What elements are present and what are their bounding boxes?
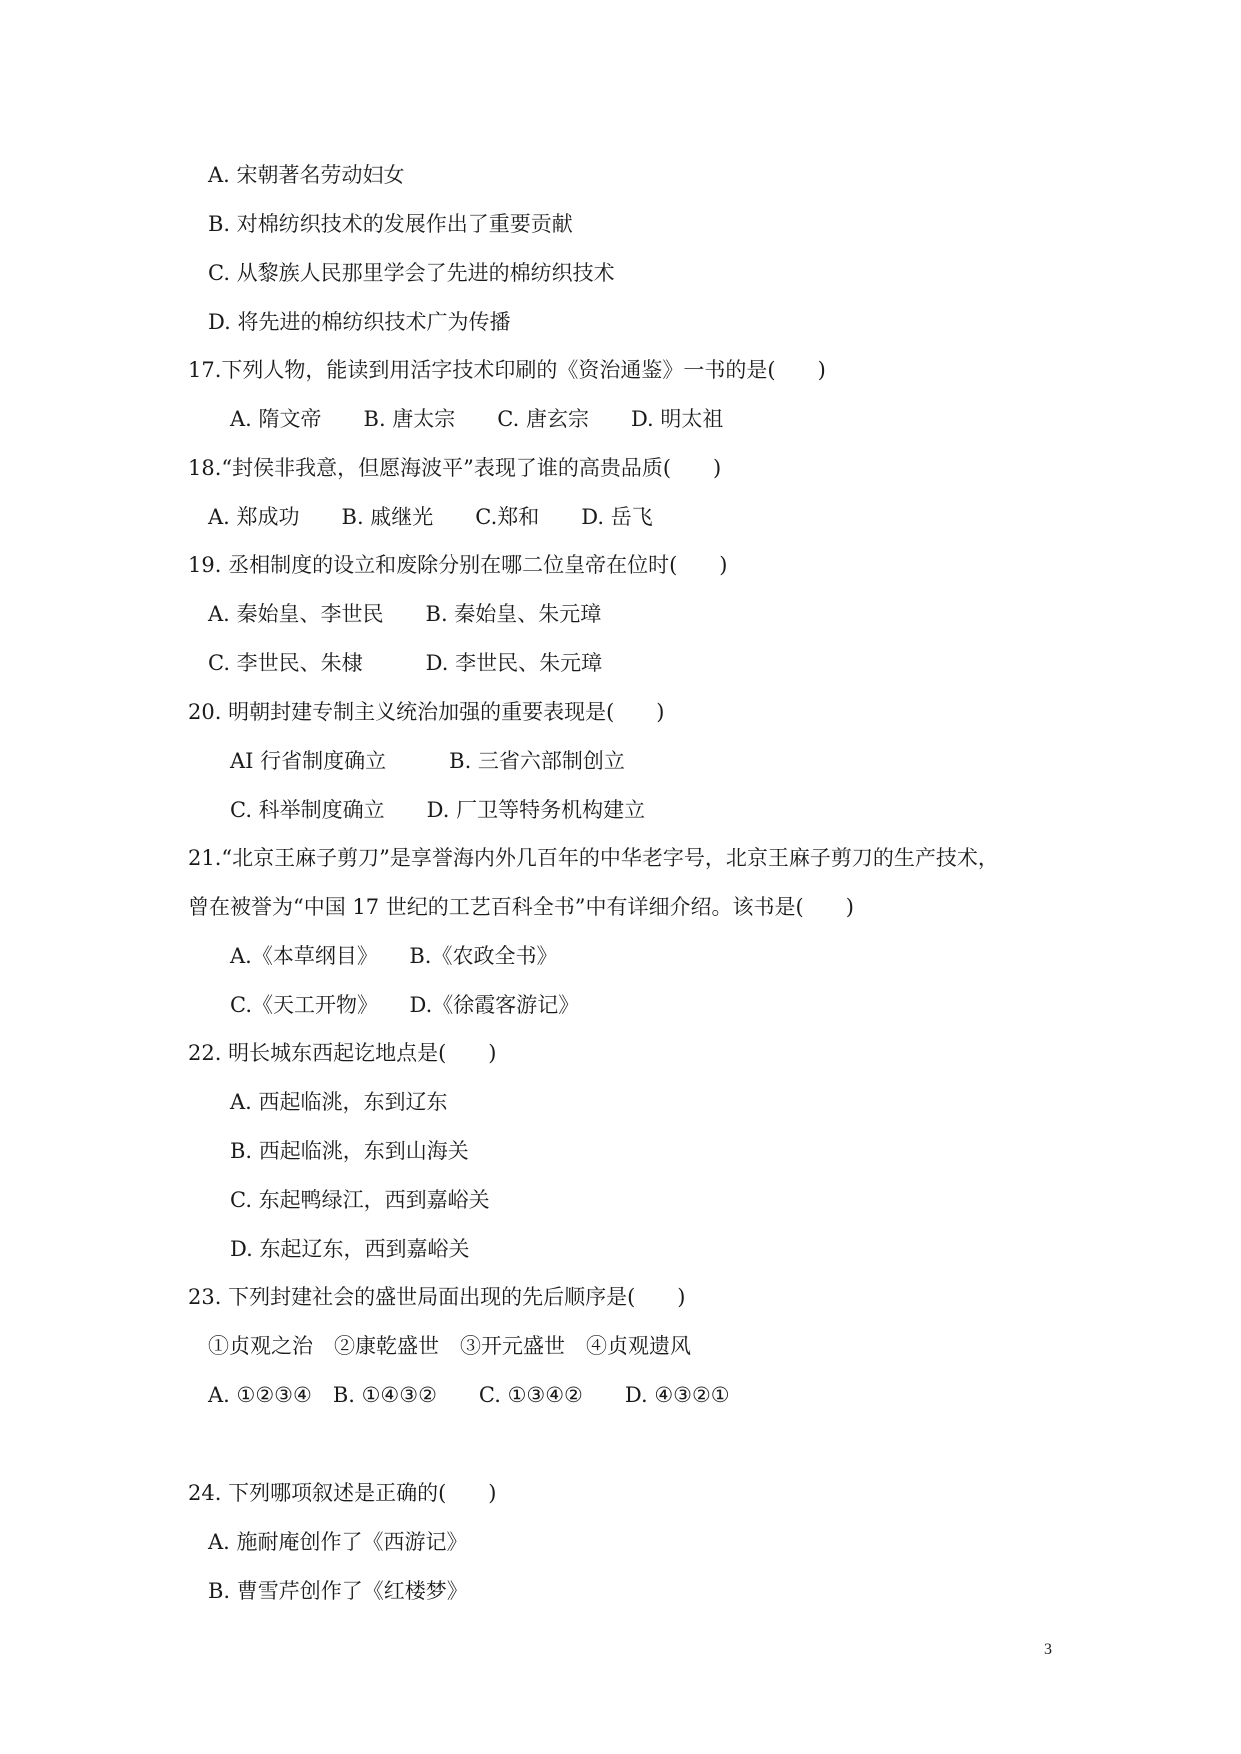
q20-stem: 20. 明朝封建专制主义统治加强的重要表现是( )	[188, 700, 665, 724]
q22-option-b: B. 西起临洮，东到山海关	[230, 1139, 469, 1163]
q16-option-d: D. 将先进的棉纺织技术广为传播	[208, 310, 511, 334]
q21-options-row1: A.《本草纲目》 B.《农政全书》	[230, 944, 558, 968]
q17-options: A. 隋文帝 B. 唐太宗 C. 唐玄宗 D. 明太祖	[230, 407, 724, 431]
q23-stem: 23. 下列封建社会的盛世局面出现的先后顺序是( )	[188, 1285, 686, 1309]
q16-option-c: C. 从黎族人民那里学会了先进的棉纺织技术	[208, 261, 615, 285]
page-number: 3	[1044, 1641, 1052, 1658]
q22-option-c: C. 东起鸭绿江，西到嘉峪关	[230, 1188, 490, 1212]
q20-options-row1: AI 行省制度确立 B. 三省六部制创立	[230, 749, 625, 773]
q20-options-row2: C. 科举制度确立 D. 厂卫等特务机构建立	[230, 798, 646, 822]
q22-option-d: D. 东起辽东，西到嘉峪关	[230, 1237, 470, 1261]
q24-option-b: B. 曹雪芹创作了《红楼梦》	[208, 1579, 468, 1603]
q22-option-a: A. 西起临洮，东到辽东	[230, 1090, 448, 1114]
q22-stem: 22. 明长城东西起讫地点是( )	[188, 1041, 497, 1065]
q19-options-row1: A. 秦始皇、李世民 B. 秦始皇、朱元璋	[208, 602, 602, 626]
q21-stem-line2: 曾在被誉为“中国 17 世纪的工艺百科全书”中有详细介绍。该书是( )	[188, 895, 854, 919]
q24-option-a: A. 施耐庵创作了《西游记》	[208, 1530, 468, 1554]
q16-option-a: A. 宋朝著名劳动妇女	[208, 163, 405, 187]
q19-stem: 19. 丞相制度的设立和废除分别在哪二位皇帝在位时( )	[188, 553, 728, 577]
q21-options-row2: C.《天工开物》 D.《徐霞客游记》	[230, 993, 580, 1017]
q23-items: ①贞观之治 ②康乾盛世 ③开元盛世 ④贞观遗风	[208, 1334, 691, 1358]
q16-option-b: B. 对棉纺织技术的发展作出了重要贡献	[208, 212, 573, 236]
q21-stem-line1: 21.“北京王麻子剪刀”是享誉海内外几百年的中华老字号，北京王麻子剪刀的生产技术，	[188, 846, 999, 870]
q23-options: A. ①②③④ B. ①④③② C. ①③④② D. ④③②①	[208, 1383, 730, 1407]
q19-options-row2: C. 李世民、朱棣 D. 李世民、朱元璋	[208, 651, 603, 675]
q24-stem: 24. 下列哪项叙述是正确的( )	[188, 1481, 497, 1505]
q17-stem: 17.下列人物，能读到用活字技术印刷的《资治通鉴》一书的是( )	[188, 358, 826, 382]
q18-stem: 18.“封侯非我意，但愿海波平”表现了谁的高贵品质( )	[188, 456, 722, 480]
q18-options: A. 郑成功 B. 戚继光 C.郑和 D. 岳飞	[208, 505, 653, 529]
